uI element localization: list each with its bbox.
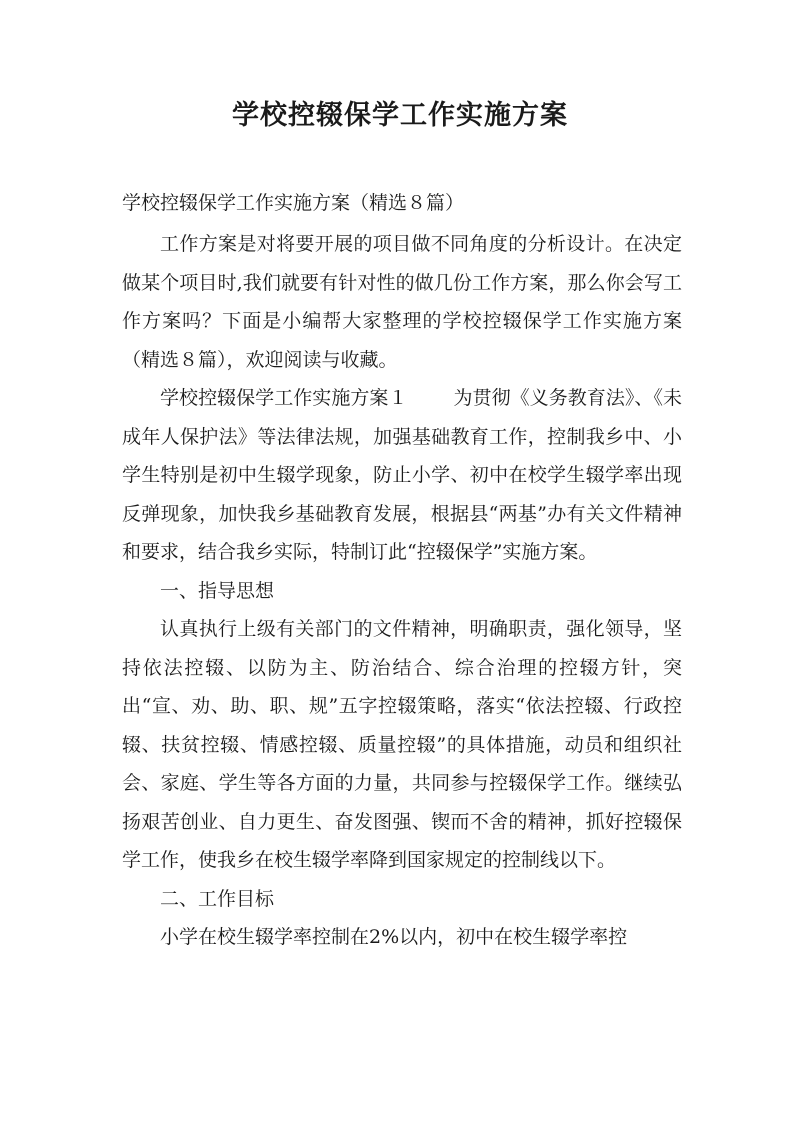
intro-paragraph: 工作方案是对将要开展的项目做不同角度的分析设计。在决定做某个项目时,我们就要有针对性的做几份工作方案，那么你会写工作方案吗？下面是小编帮大家整理的学校控辍保学工作实施方案（精选８篇），欢迎阅读与收藏。 — [122, 233, 682, 371]
document-body — [122, 225, 682, 957]
guiding-ideology-paragraph: 认真执行上级有关部门的文件精神，明确职责，强化领导，坚持依法控辍、以防为主、防治结合、综合治理的控辍方针，突出“宣、劝、助、职、规”五字控辍策略，落实“依法控辍、行政控辍、扶贫控辍、情感控辍、质量控辍”的具体措施，动员和组织社会、家庭、学生等各方面的力量，共同参与控辍保学工作。继续弘扬艰苦创业、自力更生、奋发图强、锲而不舍的精神，抓好控辍保学工作，使我乡在校生辍学率降到国家规定的控制线以下。 — [122, 618, 682, 871]
section-1-body: 为贯彻《义务教育法》、《未成年人保护法》等法律法规，加强基础教育工作，控制我乡中、小学生特别是初中生辍学现象，防止小学、初中在校学生辍学率出现反弹现象，加快我乡基础教育发展，根据县“两基”办有关文件精神和要求，结合我乡实际，特制订此“控辍保学”实施方案。 — [122, 387, 682, 563]
heading-work-goals: 二、工作目标 — [160, 887, 275, 910]
document-title: 学校控辍保学工作实施方案 — [232, 100, 568, 131]
work-goals-paragraph: 小学在校生辍学率控制在2%以内，初中在校生辍学率控 — [160, 926, 628, 948]
heading-guiding-ideology: 一、指导思想 — [160, 579, 275, 602]
section-1-paragraph — [122, 379, 682, 572]
document-subtitle: 学校控辍保学工作实施方案（精选８篇） — [122, 192, 465, 214]
section-1-title: 学校控辍保学工作实施方案１ — [160, 387, 408, 409]
